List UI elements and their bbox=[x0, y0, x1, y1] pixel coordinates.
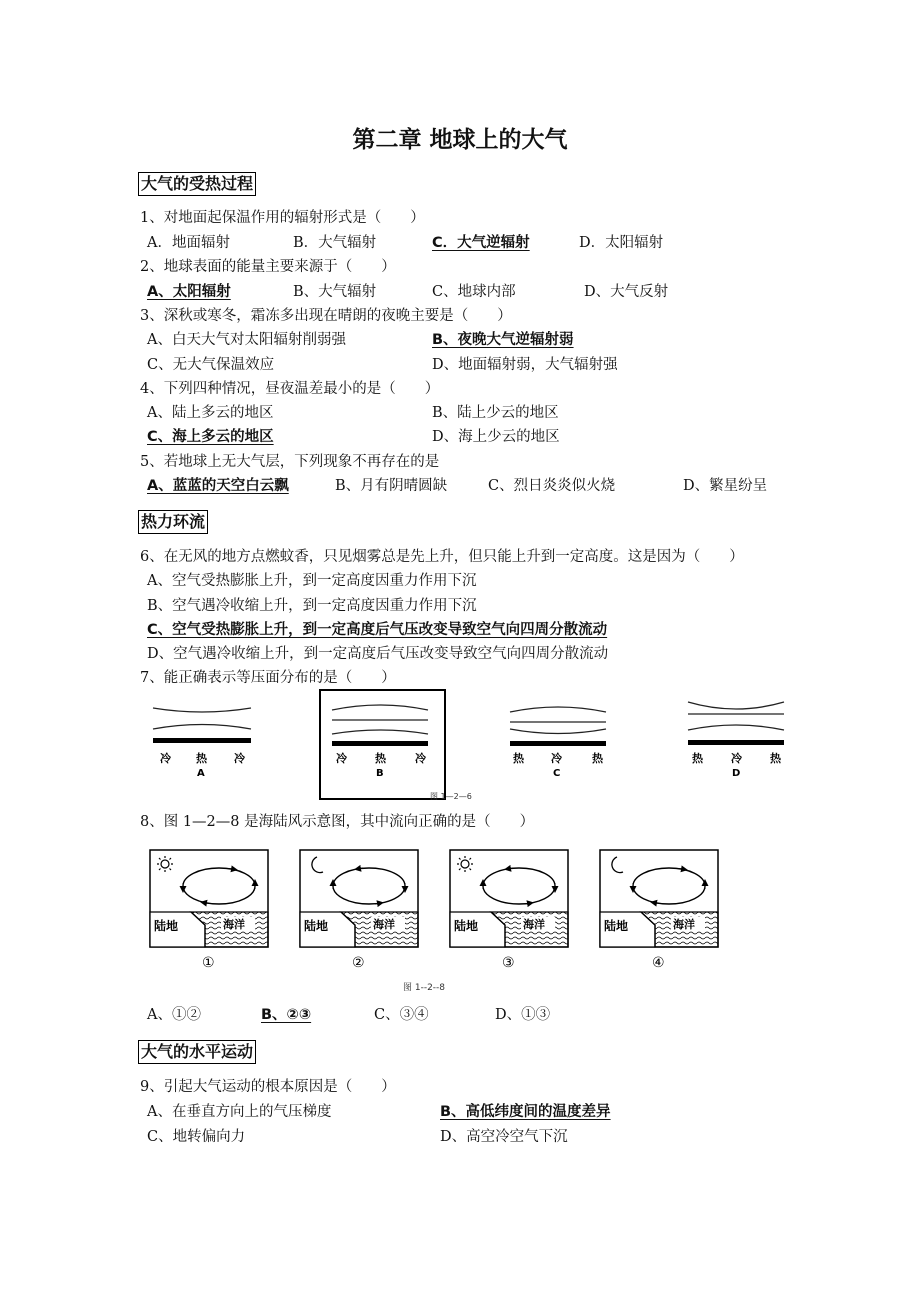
question-1-option-d: D．太阳辐射 bbox=[579, 235, 664, 251]
sea-breeze-figure-caption: 图 1--2--8 bbox=[403, 983, 446, 993]
isobar-d-label-mid: 冷 bbox=[731, 752, 742, 765]
question-4-option-b: B、陆上少云的地区 bbox=[432, 405, 559, 421]
question-9-option-c: C、地转偏向力 bbox=[147, 1129, 246, 1145]
question-6-option-d: D、空气遇冷收缩上升，到一定高度后气压改变导致空气向四周分散流动 bbox=[147, 646, 609, 662]
question-7-stem: 7、能正确表示等压面分布的是（ ） bbox=[140, 670, 396, 686]
question-1-stem: 1、对地面起保温作用的辐射形式是（ ） bbox=[140, 210, 425, 226]
sea-breeze-3-land-label: 陆地 bbox=[454, 919, 479, 933]
isobar-b-label-left: 冷 bbox=[336, 752, 347, 765]
question-6-option-a: A、空气受热膨胀上升，到一定高度因重力作用下沉 bbox=[147, 573, 477, 589]
question-4-stem: 4、下列四种情况，昼夜温差最小的是（ ） bbox=[140, 381, 440, 397]
question-8-option-a: A、①② bbox=[147, 1007, 201, 1023]
isobar-d-label-left: 热 bbox=[692, 752, 703, 765]
question-5-stem: 5、若地球上无大气层，下列现象不再存在的是 bbox=[140, 454, 440, 470]
question-4-option-c-answer: C、海上多云的地区 bbox=[147, 429, 274, 445]
question-2-option-c: C、地球内部 bbox=[432, 284, 516, 300]
isobar-a-label-left: 冷 bbox=[160, 752, 171, 765]
isobar-d-letter: D bbox=[732, 768, 741, 779]
question-5-option-d: D、繁星纷呈 bbox=[683, 478, 768, 494]
sea-breeze-1-land-label: 陆地 bbox=[154, 919, 179, 933]
sea-breeze-3-number: ③ bbox=[502, 955, 515, 971]
question-1-option-a: A．地面辐射 bbox=[147, 235, 230, 251]
isobar-figure-caption: 图 1—2—6 bbox=[430, 792, 472, 801]
question-2-option-b: B、大气辐射 bbox=[293, 284, 377, 300]
question-3-stem: 3、深秋或寒冬，霜冻多出现在晴朗的夜晚主要是（ ） bbox=[140, 308, 512, 324]
isobar-a-label-right: 冷 bbox=[234, 752, 245, 765]
isobar-c-label-mid: 冷 bbox=[551, 752, 562, 765]
question-3-option-b-answer: B、夜晚大气逆辐射弱 bbox=[432, 332, 574, 348]
isobar-panel-c bbox=[510, 707, 606, 746]
isobar-c-label-right: 热 bbox=[592, 752, 603, 765]
isobar-c-letter: C bbox=[553, 768, 561, 779]
isobar-d-label-right: 热 bbox=[770, 752, 781, 765]
sea-breeze-figure bbox=[145, 845, 725, 997]
question-4-option-a: A、陆上多云的地区 bbox=[147, 405, 274, 421]
question-8-option-d: D、①③ bbox=[495, 1007, 551, 1023]
page-title: 第二章 地球上的大气 bbox=[352, 127, 568, 153]
isobar-b-letter: B bbox=[376, 768, 384, 779]
question-5-option-c: C、烈日炎炎似火烧 bbox=[488, 478, 616, 494]
question-9-stem: 9、引起大气运动的根本原因是（ ） bbox=[140, 1079, 396, 1095]
section-heading-thermal-circulation: 热力环流 bbox=[138, 510, 208, 534]
question-3-option-a: A、白天大气对太阳辐射削弱强 bbox=[147, 332, 346, 348]
question-5-option-a-answer: A、蓝蓝的天空白云飘 bbox=[147, 478, 289, 494]
sea-breeze-2-sea-label: 海洋 bbox=[373, 918, 395, 931]
sea-breeze-1-number: ① bbox=[202, 955, 215, 971]
question-6-option-c-answer: C、空气受热膨胀上升，到一定高度后气压改变导致空气向四周分散流动 bbox=[147, 622, 608, 638]
question-2-option-a-answer: A、太阳辐射 bbox=[147, 284, 231, 300]
question-5-option-b: B、月有阴晴圆缺 bbox=[335, 478, 448, 494]
question-6-stem: 6、在无风的地方点燃蚊香，只见烟雾总是先上升，但只能上升到一定高度。这是因为（ ） bbox=[140, 549, 744, 565]
isobar-a-letter: A bbox=[197, 768, 205, 779]
sea-breeze-4-sea-label: 海洋 bbox=[673, 918, 695, 931]
section-heading-heating: 大气的受热过程 bbox=[138, 172, 256, 196]
question-3-option-c: C、无大气保温效应 bbox=[147, 357, 275, 373]
question-2-option-d: D、大气反射 bbox=[584, 284, 669, 300]
sea-breeze-3-sea-label: 海洋 bbox=[523, 918, 545, 931]
sea-breeze-1-sea-label: 海洋 bbox=[223, 918, 245, 931]
isobar-b-label-mid: 热 bbox=[375, 752, 386, 765]
isobar-figure bbox=[140, 688, 800, 806]
sea-breeze-2-number: ② bbox=[352, 955, 365, 971]
question-9-option-b-answer: B、高低纬度间的温度差异 bbox=[440, 1104, 611, 1120]
isobar-panel-d bbox=[688, 702, 784, 745]
question-1-option-b: B．大气辐射 bbox=[293, 235, 377, 251]
question-3-option-d: D、地面辐射弱，大气辐射强 bbox=[432, 357, 618, 373]
question-9-option-a: A、在垂直方向上的气压梯度 bbox=[147, 1104, 332, 1120]
sea-breeze-2-land-label: 陆地 bbox=[304, 919, 329, 933]
question-4-option-d: D、海上少云的地区 bbox=[432, 429, 560, 445]
question-8-option-c: C、③④ bbox=[374, 1007, 429, 1023]
question-9-option-d: D、高空冷空气下沉 bbox=[440, 1129, 568, 1145]
section-heading-horizontal-motion: 大气的水平运动 bbox=[138, 1040, 256, 1064]
question-8-stem: 8、图 1—2—8 是海陆风示意图，其中流向正确的是（ ） bbox=[140, 814, 535, 830]
question-1-option-c-answer: C．大气逆辐射 bbox=[432, 235, 530, 251]
question-8-option-b-answer: B、②③ bbox=[261, 1007, 312, 1023]
isobar-b-label-right: 冷 bbox=[415, 752, 426, 765]
isobar-a-label-mid: 热 bbox=[196, 752, 207, 765]
question-2-stem: 2、地球表面的能量主要来源于（ ） bbox=[140, 259, 396, 275]
sea-breeze-4-number: ④ bbox=[652, 955, 665, 971]
isobar-c-label-left: 热 bbox=[513, 752, 524, 765]
isobar-panel-b bbox=[332, 705, 428, 746]
question-6-option-b: B、空气遇冷收缩上升，到一定高度因重力作用下沉 bbox=[147, 598, 477, 614]
isobar-panel-a bbox=[153, 708, 251, 743]
sea-breeze-4-land-label: 陆地 bbox=[604, 919, 629, 933]
